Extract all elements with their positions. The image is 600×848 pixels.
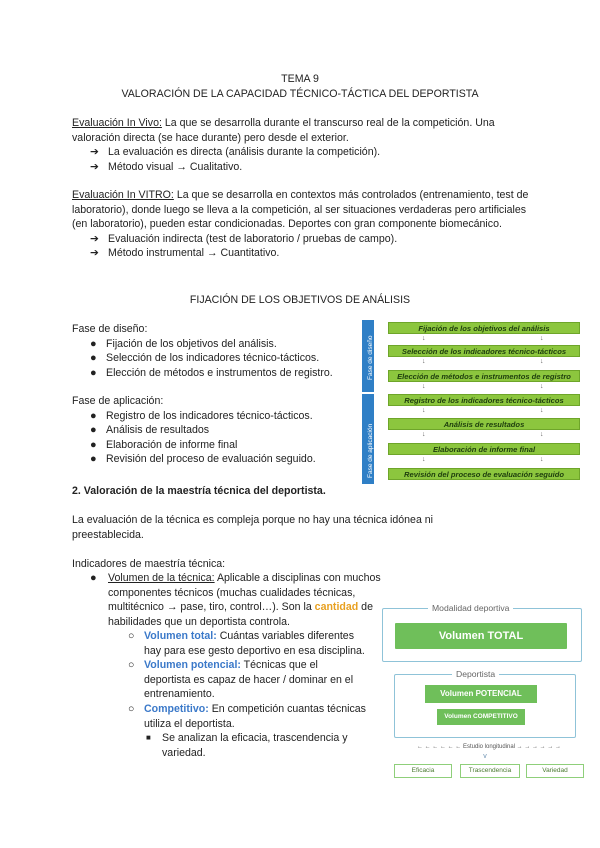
modalidad-frame (382, 608, 582, 662)
fijacion-heading: FIJACIÓN DE LOS OBJETIVOS DE ANÁLISIS (189, 294, 411, 306)
flow-step: Registro de los indicadores técnico-tácticos (388, 394, 580, 406)
fase-diseno-list (88, 337, 362, 381)
list-item (88, 351, 362, 366)
outcome-eficacia: Eficacia (394, 764, 452, 778)
volumen-potencial-box: Volumen POTENCIAL (425, 685, 537, 703)
fase-aplicacion-block (72, 394, 362, 467)
list-item (126, 658, 366, 702)
arrow-down-icon: ↓ (540, 456, 544, 463)
flow-step: Selección de los indicadores técnico-tácticos (388, 345, 580, 357)
in-vivo-text: La que se desarrolla durante el transcurso real de la competición. Una valoración directa (se hace durante) pero desde el exterior. (72, 117, 495, 144)
volumen-sublist (126, 629, 366, 760)
arrow-right-icon: ➔ (90, 160, 99, 173)
flow-side-design (362, 320, 374, 392)
list-item-text: La evaluación es directa (análisis durante la competición). (108, 146, 381, 159)
in-vitro-points (90, 232, 532, 261)
section2-intro: La evaluación de la técnica es compleja porque no hay una técnica idónea ni preestablecida. (72, 514, 434, 541)
arrow-down-icon: ↓ (422, 407, 426, 414)
list-item (90, 160, 532, 175)
bullet-icon: ● (90, 453, 97, 466)
list-item-text: Método visual → Cualitativo. (108, 160, 243, 173)
list-item-text: Revisión del proceso de evaluación seguido. (106, 453, 316, 466)
fase-diseno-block (72, 322, 362, 380)
arrow-down-icon: ↓ (540, 407, 544, 414)
arrow-down-icon: ↓ (422, 456, 426, 463)
in-vitro-paragraph (72, 188, 532, 232)
deportista-caption: Deportista (452, 667, 499, 682)
topic-label: TEMA 9 (281, 73, 319, 85)
list-item-text: Selección de los indicadores técnico-tácticos. (106, 352, 320, 365)
list-item (126, 731, 366, 760)
flow-side-application-label: Fase de aplicación (367, 423, 374, 478)
flow-step: Elaboración de informe final (388, 443, 580, 455)
arrow-down-icon: ↓ (422, 358, 426, 365)
fase-aplicacion-title: Fase de aplicación: (72, 395, 164, 407)
list-item (88, 423, 362, 438)
volumen-paragraph (108, 571, 396, 629)
list-item-text: Análisis de resultados (106, 424, 210, 437)
in-vitro-text: La que se desarrolla en contextos más controlados (entrenamiento, test de laboratorio), donde luego se lleva a la competición, al ser situaciones verdaderas pero artificiales (en laboratorio), pueden estar condicionadas. Deportes con gran componente biomecánico. (72, 189, 529, 231)
list-item (126, 702, 366, 731)
modalidad-caption: Modalidad deportiva (428, 601, 513, 616)
arrow-down-icon: ↓ (422, 383, 426, 390)
list-item-text: Registro de los indicadores técnico-tácticos. (106, 409, 313, 422)
arrow-down-icon: ↓ (540, 383, 544, 390)
flow-step: Elección de métodos e instrumentos de registro (388, 370, 580, 382)
list-item (90, 145, 532, 160)
in-vivo-block (72, 116, 532, 174)
chevron-down-icon: v (483, 753, 487, 760)
arrow-down-icon: ↓ (540, 431, 544, 438)
arrow-down-icon: ↓ (422, 335, 426, 342)
volumen-label: Volumen de la técnica: (108, 572, 215, 584)
flow-side-design-label: Fase de diseño (367, 335, 374, 380)
arrow-right-icon: ➔ (90, 232, 99, 245)
circle-bullet-icon: ○ (128, 702, 135, 715)
indicators-title: Indicadores de maestría técnica: (72, 558, 226, 570)
outcome-trascendencia: Trascendencia (460, 764, 520, 778)
in-vivo-points (90, 145, 532, 174)
list-item (88, 452, 362, 467)
bullet-icon: ● (90, 366, 97, 379)
sub-sub-text: Se analizan la eficacia, trascendencia y variedad. (162, 732, 348, 759)
list-item (88, 366, 362, 381)
bullet-icon: ● (90, 337, 97, 350)
in-vitro-label: Evaluación In VITRO: (72, 189, 174, 201)
sub-label: Competitivo: (144, 702, 209, 715)
circle-bullet-icon: ○ (128, 659, 135, 672)
arrow-down-icon: ↓ (540, 358, 544, 365)
list-item-text: Elaboración de informe final (106, 438, 238, 451)
sub-label: Volumen potencial: (144, 659, 241, 672)
list-item-text: Método instrumental → Cuantitativo. (108, 247, 280, 260)
fase-aplicacion-list (88, 409, 362, 467)
volumen-competitivo-box: Volumen COMPETITIVO (437, 709, 525, 725)
flow-step: Fijación de los objetivos del análisis (388, 322, 580, 334)
section2-heading: 2. Valoración de la maestría técnica del deportista. (72, 485, 326, 497)
bullet-icon: ● (90, 572, 97, 584)
list-item (88, 337, 362, 352)
page-title: VALORACIÓN DE LA CAPACIDAD TÉCNICO-TÁCTICA DEL DEPORTISTA (121, 88, 479, 100)
flow-step: Revisión del proceso de evaluación seguido (388, 468, 580, 480)
arrow-right-icon: ➔ (90, 247, 99, 260)
sub-text: Cuántas variables diferentes hay para ese gesto deportivo en esa disciplina. (144, 630, 365, 657)
fase-diseno-title: Fase de diseño: (72, 323, 148, 335)
sub-text: Técnicas que el deportista es capaz de hacer / dominar en el entrenamiento. (144, 659, 354, 701)
evaluation-flow-diagram (362, 320, 582, 486)
sub-label: Volumen total: (144, 630, 217, 642)
volumen-highlight: cantidad (314, 601, 359, 614)
volumen-text: Aplicable a disciplinas con muchos componentes técnicos (muchas cualidades técnicas, multitécnico → pase, tiro, control…). Son la (108, 572, 381, 614)
in-vivo-paragraph (72, 116, 532, 145)
bullet-icon: ● (90, 424, 97, 437)
arrow-down-icon: ↓ (422, 431, 426, 438)
sub-text: En competición cuantas técnicas utiliza el deportista. (144, 702, 366, 730)
bullet-icon: ● (90, 352, 97, 365)
volumen-total-box: Volumen TOTAL (395, 623, 567, 649)
list-item (88, 409, 362, 424)
estudio-longitudinal: ← ← ← ← ← ← Estudio longitudinal → → → → → → (416, 744, 562, 750)
square-bullet-icon: ■ (146, 733, 151, 743)
flow-side-application (362, 394, 374, 484)
list-item (126, 629, 366, 658)
flow-step: Análisis de resultados (388, 418, 580, 430)
arrow-right-icon: ➔ (90, 146, 99, 159)
circle-bullet-icon: ○ (128, 630, 135, 642)
list-item (90, 246, 532, 261)
arrow-down-icon: ↓ (540, 335, 544, 342)
list-item-text: Elección de métodos e instrumentos de registro. (106, 366, 333, 379)
volumen-text-end: de habilidades que un deportista controla. (108, 601, 373, 628)
in-vivo-label: Evaluación In Vivo: (72, 117, 162, 129)
bullet-icon: ● (90, 409, 97, 422)
list-item-text: Fijación de los objetivos del análisis. (106, 337, 277, 350)
bullet-icon: ● (90, 438, 97, 451)
list-item (88, 438, 362, 453)
in-vitro-block (72, 188, 532, 261)
list-item-text: Evaluación indirecta (test de laboratorio / pruebas de campo). (108, 232, 398, 245)
list-item (90, 232, 532, 247)
deportista-frame (394, 674, 576, 738)
outcome-variedad: Variedad (526, 764, 584, 778)
